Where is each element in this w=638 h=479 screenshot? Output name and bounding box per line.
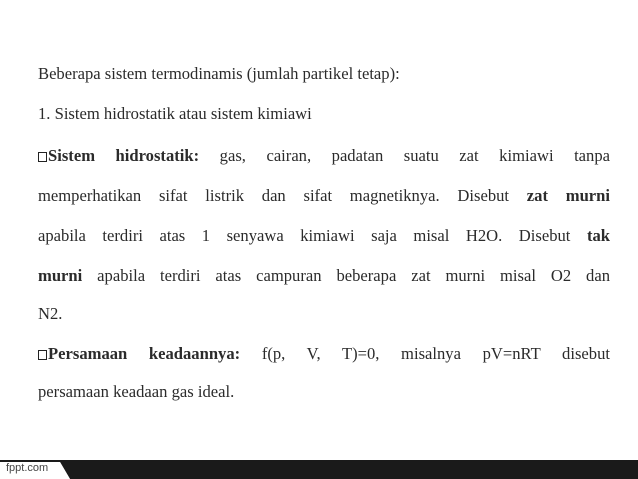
- bullet-heading: Sistem hidrostatik:: [48, 146, 200, 165]
- term-tak: tak: [586, 226, 610, 245]
- paragraph-text: apabila terdiri atas 1 senyawa kimiawi saja misal H2O. Disebut: [38, 226, 587, 245]
- bullet-text: gas, cairan, padatan suatu zat kimiawi tanpa: [199, 146, 611, 165]
- term-zat-murni: zat murni: [526, 186, 610, 205]
- intro-line: Beberapa sistem termodinamis (jumlah partikel tetap):: [38, 64, 400, 83]
- paragraph-text: memperhatikan sifat listrik dan sifat magnetiknya. Disebut: [38, 186, 527, 205]
- footer-brand-label[interactable]: fppt.com: [6, 462, 49, 474]
- bullet-sistem-hidrostatik: [38, 146, 610, 166]
- numbered-item-1: 1. Sistem hidrostatik atau sistem kimiawi: [38, 104, 312, 123]
- paragraph-line: [38, 226, 610, 246]
- bullet-heading: Persamaan keadaannya:: [48, 344, 241, 363]
- paragraph-line: N2.: [38, 304, 63, 323]
- bullet-text: f(p, V, T)=0, misalnya pV=nRT disebut: [240, 344, 610, 363]
- checkbox-bullet-icon: [38, 152, 47, 162]
- paragraph-text: apabila terdiri atas campuran beberapa zat murni misal O2 dan: [82, 266, 610, 285]
- slide-top-margin: [0, 0, 638, 60]
- paragraph-line: [38, 266, 610, 286]
- bullet-persamaan-keadaan: [38, 344, 610, 364]
- footer-wedge-graphic: [0, 460, 638, 479]
- paragraph-line: [38, 186, 610, 206]
- term-murni: murni: [38, 266, 83, 285]
- paragraph-line: persamaan keadaan gas ideal.: [38, 382, 235, 401]
- checkbox-bullet-icon: [38, 350, 47, 360]
